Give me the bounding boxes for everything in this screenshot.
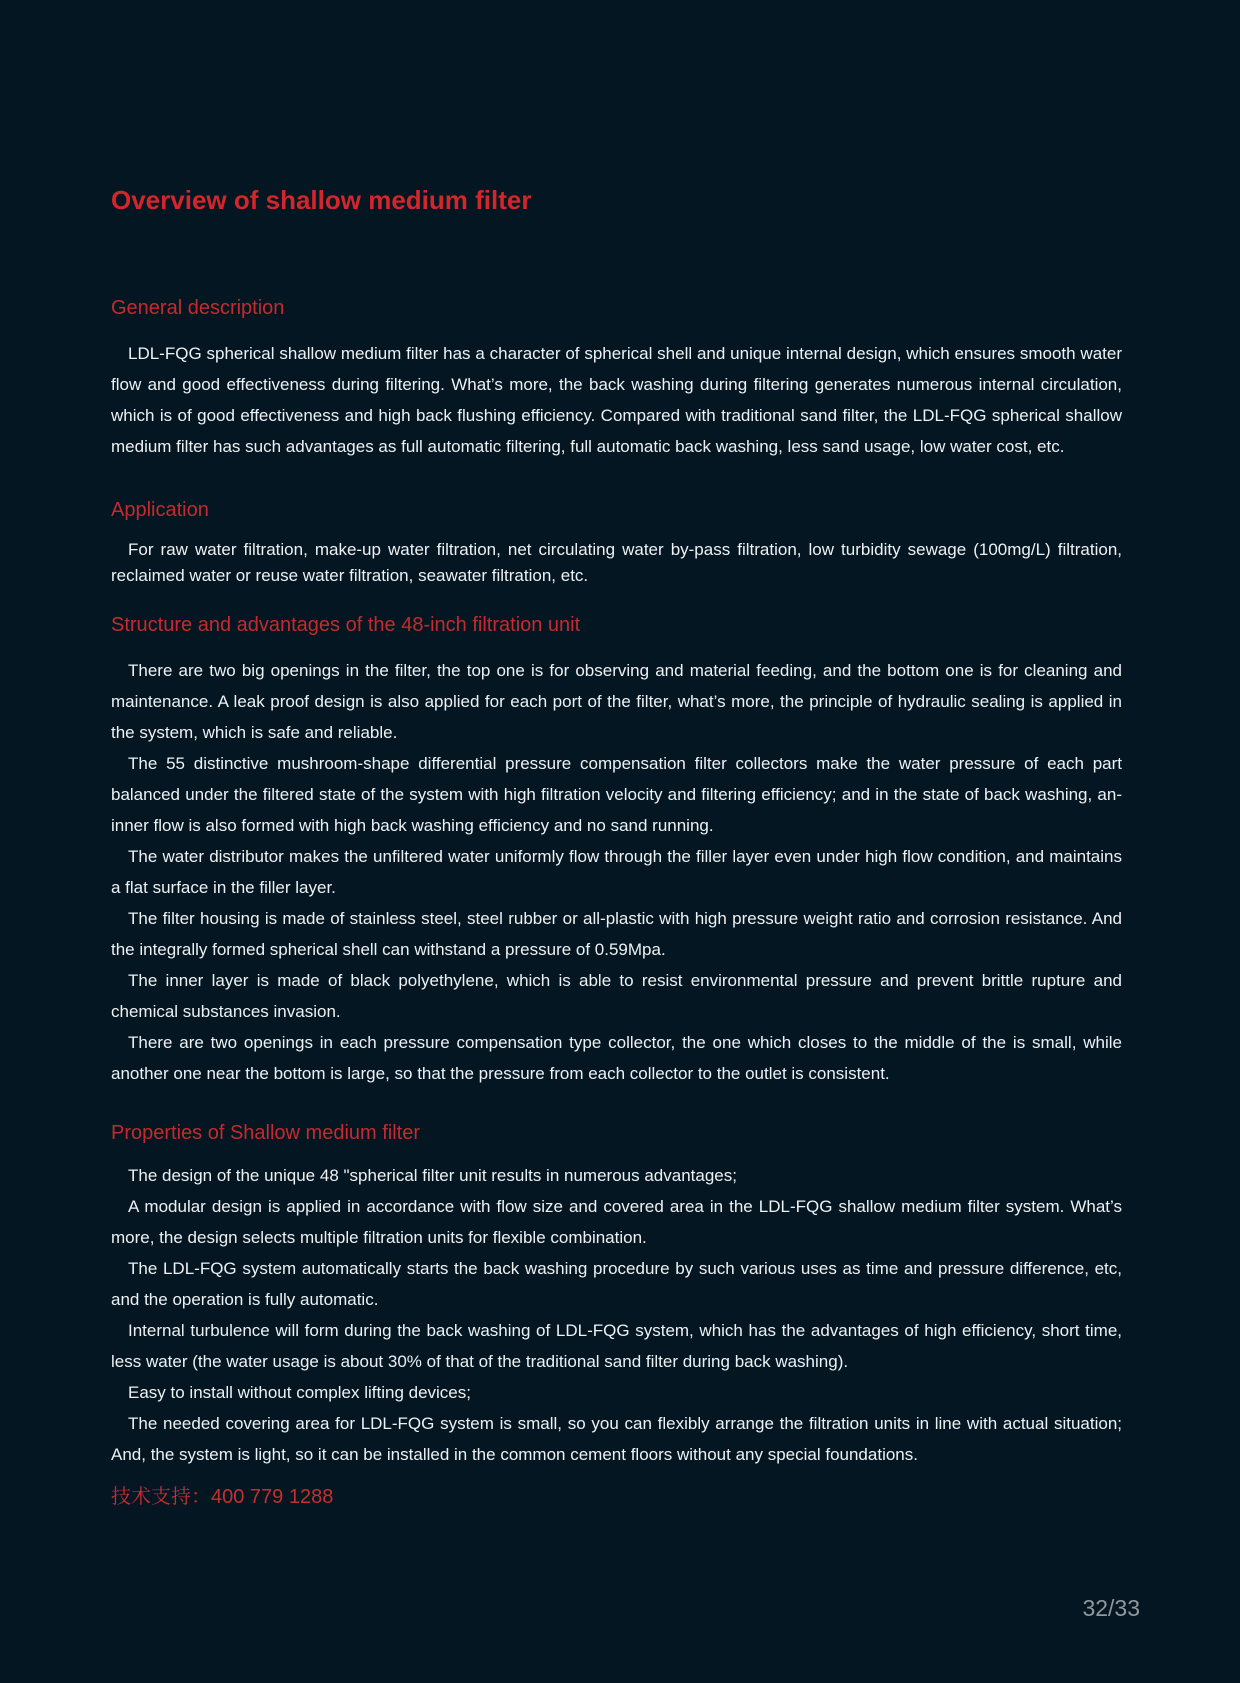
paragraph: A modular design is applied in accordance with flow size and covered area in the LDL-FQG shallow medium filter system. What’s more, the design selects multiple filtration units for flexible combination.	[111, 1197, 1122, 1247]
paragraph: The inner layer is made of black polyethylene, which is able to resist environmental pressure and prevent brittle rupture and chemical substances invasion.	[111, 971, 1122, 1021]
paragraph: Internal turbulence will form during the back washing of LDL-FQG system, which has the advantages of high efficiency, short time, less water (the water usage is about 30% of that of the traditional sand filter during back washing).	[111, 1321, 1122, 1371]
section-heading-properties: Properties of Shallow medium filter	[111, 1122, 421, 1144]
paragraph: There are two openings in each pressure compensation type collector, the one which closes to the middle of the is small, while another one near the bottom is large, so that the pressure from each collector to the outlet is consistent.	[111, 1033, 1122, 1083]
section-general-description	[111, 296, 1122, 462]
paragraph: The design of the unique 48 "spherical filter unit results in numerous advantages;	[128, 1166, 737, 1185]
paragraph: The filter housing is made of stainless steel, steel rubber or all-plastic with high pressure weight ratio and corrosion resistance. And the integrally formed spherical shell can withstand a pressure of 0.59Mpa.	[111, 909, 1122, 959]
support-phone-line: 技术支持：400 779 1288	[111, 1486, 334, 1508]
section-heading-structure-advantages: Structure and advantages of the 48-inch filtration unit	[111, 614, 581, 636]
section-application	[111, 498, 1122, 589]
paragraph: The LDL-FQG system automatically starts the back washing procedure by such various uses as time and pressure difference, etc, and the operation is fully automatic.	[111, 1259, 1122, 1309]
paragraph: The 55 distinctive mushroom-shape differential pressure compensation filter collectors make the water pressure of each part balanced under the filtered state of the system with high filtration velocity and filtering efficiency; and in the state of back washing, an-inner flow is also formed with high back washing efficiency and no sand running.	[111, 754, 1122, 835]
paragraph: Easy to install without complex lifting devices;	[128, 1383, 471, 1402]
section-heading-application: Application	[111, 499, 209, 521]
paragraph: For raw water filtration, make-up water filtration, net circulating water by-pass filtration, low turbidity sewage (100mg/L) filtration, reclaimed water or reuse water filtration, seawater filtration, etc.	[111, 540, 1122, 585]
page-number: 32/33	[1082, 1595, 1140, 1621]
paragraph: The water distributor makes the unfiltered water uniformly flow through the filler layer even under high flow condition, and maintains a flat surface in the filler layer.	[111, 847, 1122, 897]
paragraph: There are two big openings in the filter, the top one is for observing and material feeding, and the bottom one is for cleaning and maintenance. A leak proof design is also applied for each port of the filter, what’s more, the principle of hydraulic sealing is applied in the system, which is safe and reliable.	[111, 661, 1122, 742]
page-title: Overview of shallow medium filter	[111, 185, 532, 215]
section-heading-general-description: General description	[111, 297, 285, 319]
paragraph: The needed covering area for LDL-FQG system is small, so you can flexibly arrange the filtration units in line with actual situation; And, the system is light, so it can be installed in the common cement floors without any special foundations.	[111, 1414, 1122, 1464]
paragraph: LDL-FQG spherical shallow medium filter has a character of spherical shell and unique internal design, which ensures smooth water flow and good effectiveness during filtering. What’s more, the back washing during filtering generates numerous internal circulation, which is of good effectiveness and high back flushing efficiency. Compared with traditional sand filter, the LDL-FQG spherical shallow medium filter has such advantages as full automatic filtering, full automatic back washing, less sand usage, low water cost, etc.	[111, 344, 1122, 456]
section-structure-advantages	[111, 613, 1122, 1089]
section-properties	[111, 1121, 1122, 1470]
